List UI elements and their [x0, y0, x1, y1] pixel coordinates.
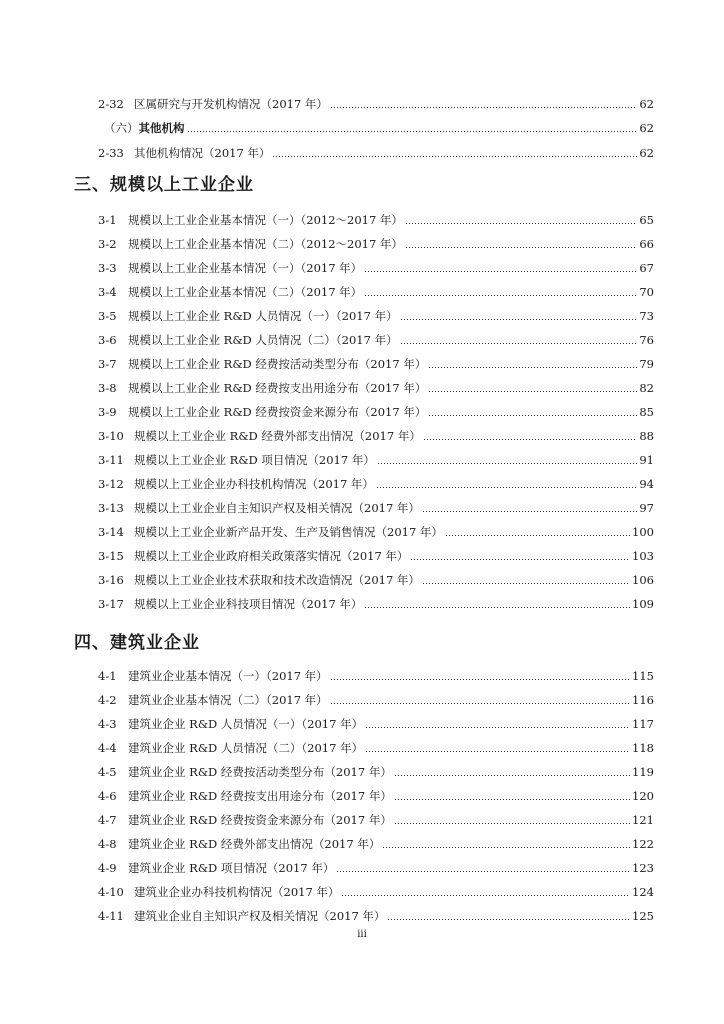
- dot-leader: [336, 871, 630, 872]
- entry-title: 规模以上工业企业 R&D 项目情况（2017 年）: [134, 453, 375, 467]
- dot-leader: [364, 271, 637, 272]
- dot-leader: [394, 823, 630, 824]
- dot-leader: [364, 607, 630, 608]
- entry-page: 109: [632, 597, 654, 611]
- entry-title: 规模以上工业企业 R&D 经费按活动类型分布（2017 年）: [128, 357, 427, 371]
- entry-number: 3-9: [98, 405, 117, 419]
- entry-page: 62: [639, 121, 654, 135]
- dot-leader: [272, 156, 637, 157]
- entry-number: 3-16: [98, 573, 124, 587]
- entry-title: 规模以上工业企业技术获取和技术改造情况（2017 年）: [134, 573, 420, 587]
- dot-leader: [422, 583, 630, 584]
- dot-leader: [394, 775, 630, 776]
- entry-title: 规模以上工业企业 R&D 人员情况（二）（2017 年）: [128, 333, 398, 347]
- dot-leader: [400, 343, 638, 344]
- toc-entry[interactable]: [98, 257, 654, 275]
- toc-entry[interactable]: [98, 713, 654, 731]
- entry-page: 76: [639, 333, 654, 347]
- section-heading: 四、建筑业企业: [74, 633, 200, 653]
- entry-title: 规模以上工业企业基本情况（一）（2012～2017 年）: [128, 213, 403, 227]
- entry-number: 3-1: [98, 213, 117, 227]
- dot-leader: [405, 247, 637, 248]
- toc-entry[interactable]: [98, 905, 654, 923]
- entry-number: 2-32: [98, 97, 124, 111]
- entry-page: 66: [639, 237, 654, 251]
- entry-number: 4-11: [98, 909, 124, 923]
- entry-page: 117: [632, 717, 654, 731]
- entry-number: 3-11: [98, 453, 124, 467]
- toc-entry[interactable]: [98, 281, 654, 299]
- entry-number: 3-8: [98, 381, 117, 395]
- dot-leader: [422, 511, 637, 512]
- entry-page: 67: [639, 261, 654, 275]
- entry-page: 85: [639, 405, 654, 419]
- entry-title: 规模以上工业企业新产品开发、生产及销售情况（2017 年）: [134, 525, 443, 539]
- entry-title: 区属研究与开发机构情况（2017 年）: [134, 97, 328, 111]
- entry-number: 4-8: [98, 837, 117, 851]
- dot-leader: [428, 415, 637, 416]
- entry-page: 121: [632, 813, 654, 827]
- entry-title: 建筑业企业 R&D 经费外部支出情况（2017 年）: [128, 837, 381, 851]
- dot-leader: [330, 107, 637, 108]
- entry-page: 79: [639, 357, 654, 371]
- entry-page: 119: [632, 765, 654, 779]
- footer-page-number: iii: [357, 929, 367, 940]
- dot-leader: [387, 919, 630, 920]
- entry-number: 2-33: [98, 146, 124, 160]
- entry-page: 103: [632, 549, 654, 563]
- toc-entry[interactable]: [98, 593, 654, 611]
- subsection-number: （六）: [104, 121, 139, 135]
- entry-title: 建筑业企业 R&D 人员情况（一）（2017 年）: [128, 717, 364, 731]
- toc-entry[interactable]: [98, 545, 654, 563]
- dot-leader: [377, 463, 638, 464]
- dot-leader: [423, 439, 638, 440]
- dot-leader: [445, 535, 630, 536]
- entry-title: 规模以上工业企业 R&D 人员情况（一）（2017 年）: [128, 309, 398, 323]
- entry-page: 88: [639, 429, 654, 443]
- toc-entry[interactable]: [98, 809, 654, 827]
- entry-page: 62: [639, 146, 654, 160]
- entry-page: 118: [632, 741, 654, 755]
- toc-entry[interactable]: [98, 425, 654, 443]
- toc-entry[interactable]: [98, 857, 654, 875]
- toc-entry[interactable]: [98, 401, 654, 419]
- entry-title: 建筑业企业基本情况（一）（2017 年）: [128, 669, 328, 683]
- entry-title: 规模以上工业企业基本情况（二）（2017 年）: [128, 285, 363, 299]
- entry-title: 规模以上工业企业政府相关政策落实情况（2017 年）: [134, 549, 409, 563]
- section-heading: 三、规模以上工业企业: [74, 175, 254, 195]
- entry-title: 规模以上工业企业自主知识产权及相关情况（2017 年）: [134, 501, 420, 515]
- entry-number: 4-1: [98, 669, 117, 683]
- entry-number: 3-10: [98, 429, 124, 443]
- dot-leader: [330, 703, 630, 704]
- entry-title: 规模以上工业企业 R&D 经费外部支出情况（2017 年）: [134, 429, 421, 443]
- entry-title: 规模以上工业企业 R&D 经费按资金来源分布（2017 年）: [128, 405, 427, 419]
- toc-entry[interactable]: [98, 353, 654, 371]
- entry-number: 3-3: [98, 261, 117, 275]
- entry-title: 规模以上工业企业办科技机构情况（2017 年）: [134, 477, 374, 491]
- entry-number: 3-4: [98, 285, 117, 299]
- toc-subsection[interactable]: [104, 117, 654, 135]
- entry-page: 91: [639, 453, 654, 467]
- entry-title: 建筑业企业自主知识产权及相关情况（2017 年）: [134, 909, 386, 923]
- entry-number: 4-9: [98, 861, 117, 875]
- dot-leader: [365, 751, 630, 752]
- entry-number: 3-5: [98, 309, 117, 323]
- toc-entry[interactable]: [98, 473, 654, 491]
- entry-page: 62: [639, 97, 654, 111]
- entry-number: 3-12: [98, 477, 124, 491]
- subsection-title: 其他机构: [138, 121, 185, 135]
- entry-page: 100: [632, 525, 654, 539]
- entry-number: 3-6: [98, 333, 117, 347]
- entry-page: 73: [639, 309, 654, 323]
- entry-page: 125: [632, 909, 654, 923]
- entry-page: 70: [639, 285, 654, 299]
- toc-entry[interactable]: [98, 665, 654, 683]
- toc-entry[interactable]: [98, 689, 654, 707]
- toc-entry[interactable]: [98, 449, 654, 467]
- entry-title: 建筑业企业 R&D 经费按资金来源分布（2017 年）: [128, 813, 392, 827]
- toc-entry[interactable]: [98, 569, 654, 587]
- dot-leader: [365, 727, 630, 728]
- entry-title: 其他机构情况（2017 年）: [134, 146, 271, 160]
- entry-page: 123: [632, 861, 654, 875]
- dot-leader: [428, 391, 637, 392]
- entry-title: 建筑业企业办科技机构情况（2017 年）: [134, 885, 340, 899]
- toc-entry[interactable]: [98, 377, 654, 395]
- entry-number: 4-4: [98, 741, 117, 755]
- entry-number: 3-14: [98, 525, 124, 539]
- entry-number: 4-7: [98, 813, 117, 827]
- toc-entry[interactable]: [98, 305, 654, 323]
- dot-leader: [428, 367, 637, 368]
- entry-title: 规模以上工业企业基本情况（二）（2012～2017 年）: [128, 237, 403, 251]
- dot-leader: [394, 799, 630, 800]
- entry-title: 建筑业企业 R&D 项目情况（2017 年）: [128, 861, 335, 875]
- dot-leader: [330, 679, 630, 680]
- toc-entry[interactable]: [98, 329, 654, 347]
- entry-number: 3-15: [98, 549, 124, 563]
- toc-entry[interactable]: [98, 881, 654, 899]
- entry-page: 97: [639, 501, 654, 515]
- entry-number: 4-3: [98, 717, 117, 731]
- entry-page: 120: [632, 789, 654, 803]
- entry-title: 建筑业企业基本情况（二）（2017 年）: [128, 693, 328, 707]
- entry-number: 3-7: [98, 357, 117, 371]
- entry-title: 规模以上工业企业 R&D 经费按支出用途分布（2017 年）: [128, 381, 427, 395]
- dot-leader: [187, 131, 638, 132]
- entry-title: 规模以上工业企业基本情况（一）（2017 年）: [128, 261, 363, 275]
- toc-entry[interactable]: [98, 833, 654, 851]
- toc-entry[interactable]: [98, 93, 654, 111]
- entry-number: 4-5: [98, 765, 117, 779]
- entry-number: 3-2: [98, 237, 117, 251]
- toc-entry[interactable]: [98, 521, 654, 539]
- dot-leader: [376, 487, 637, 488]
- toc-entry[interactable]: [98, 233, 654, 251]
- entry-number: 4-2: [98, 693, 117, 707]
- entry-number: 4-6: [98, 789, 117, 803]
- toc-entry[interactable]: [98, 737, 654, 755]
- entry-page: 122: [632, 837, 654, 851]
- toc-entry[interactable]: [98, 497, 654, 515]
- dot-leader: [410, 559, 630, 560]
- entry-page: 106: [632, 573, 654, 587]
- toc-entry[interactable]: [98, 142, 654, 160]
- entry-number: 4-10: [98, 885, 124, 899]
- toc-entry[interactable]: [98, 209, 654, 227]
- dot-leader: [400, 319, 638, 320]
- entry-number: 3-17: [98, 597, 124, 611]
- dot-leader: [382, 847, 630, 848]
- entry-page: 124: [632, 885, 654, 899]
- dot-leader: [341, 895, 630, 896]
- entry-title: 建筑业企业 R&D 人员情况（二）（2017 年）: [128, 741, 364, 755]
- entry-page: 116: [632, 693, 654, 707]
- entry-page: 94: [639, 477, 654, 491]
- entry-title: 建筑业企业 R&D 经费按支出用途分布（2017 年）: [128, 789, 392, 803]
- entry-title: 规模以上工业企业科技项目情况（2017 年）: [134, 597, 363, 611]
- toc-entry[interactable]: [98, 785, 654, 803]
- dot-leader: [364, 295, 637, 296]
- entry-page: 115: [632, 669, 654, 683]
- entry-page: 65: [639, 213, 654, 227]
- entry-title: 建筑业企业 R&D 经费按活动类型分布（2017 年）: [128, 765, 392, 779]
- toc-entry[interactable]: [98, 761, 654, 779]
- entry-number: 3-13: [98, 501, 124, 515]
- dot-leader: [405, 223, 637, 224]
- entry-page: 82: [639, 381, 654, 395]
